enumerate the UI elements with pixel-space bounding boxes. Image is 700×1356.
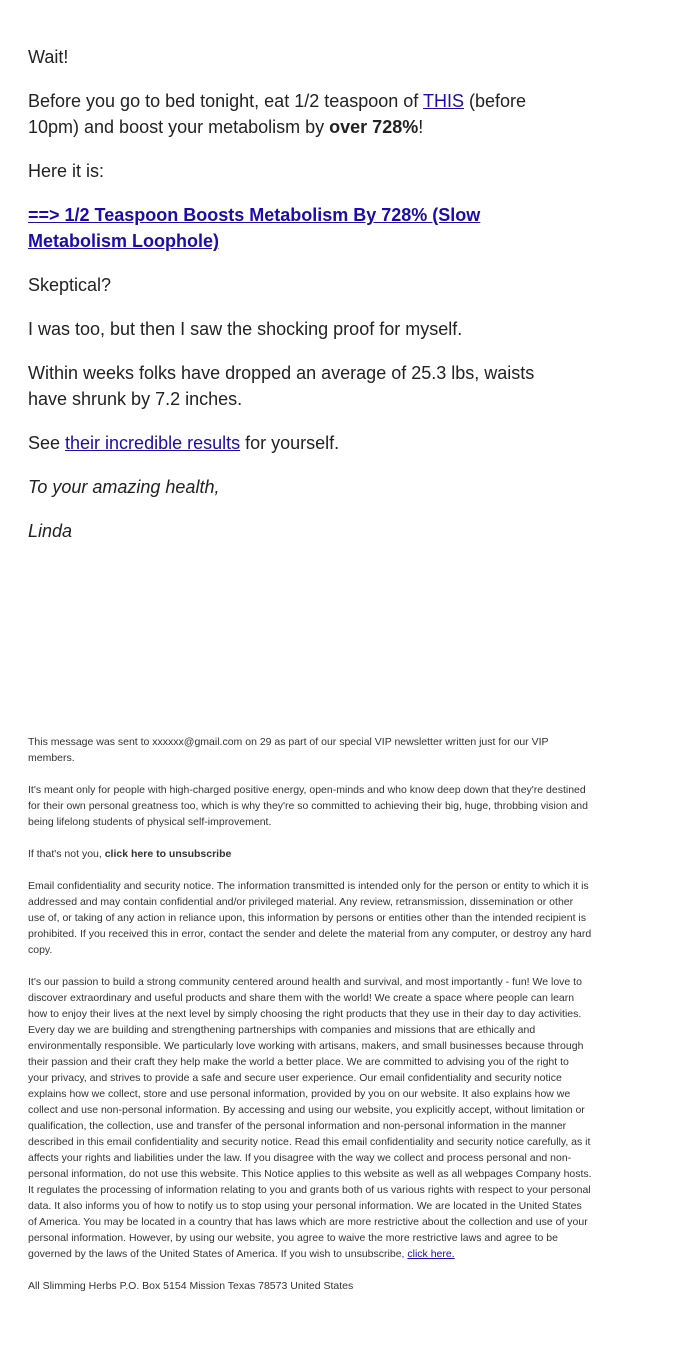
results-text: Within weeks folks have dropped an average of 25.3 lbs, waists have shrunk by 7.2 inches. — [28, 363, 535, 409]
signature: Linda — [28, 521, 73, 541]
headline-paragraph — [28, 202, 548, 254]
unsubscribe-click-here-link[interactable]: click here. — [407, 1248, 455, 1260]
meant-for-text: It's meant only for people with high-charged positive energy, open-minds and who know deep down that they're destined for their own personal greatness too, which is why they're so committed to achieving their big, huge, throbbing vision and being lifelong students of physical self-improvement. — [28, 784, 588, 828]
unsubscribe-text: If that's not you, — [28, 848, 105, 860]
headline-link[interactable]: ==> 1/2 Teaspoon Boosts Metabolism By 728% (Slow Metabolism Loophole) — [28, 205, 481, 251]
intro-text-middle: (before 10pm) and boost your metabolism by — [28, 91, 527, 137]
greeting: Wait! — [28, 47, 69, 67]
intro-text-after: ! — [418, 117, 424, 137]
see-text-after: for yourself. — [240, 433, 340, 453]
address: All Slimming Herbs P.O. Box 5154 Mission Texas 78573 United States — [28, 1280, 354, 1292]
proof-text: I was too, but then I saw the shocking proof for myself. — [28, 319, 463, 339]
email-footer — [28, 734, 592, 1310]
here-it-is: Here it is: — [28, 161, 105, 181]
sent-notice: This message was sent to xxxxxx@gmail.com on 29 as part of our special VIP newsletter written just for our VIP members. — [28, 736, 549, 764]
see-text-before: See — [28, 433, 66, 453]
passion-text: It's our passion to build a strong community centered around health and survival, and most importantly - fun! We love to discover extraordinary and useful products and share them with the world! We create a space where people can learn how to enjoy their lives at the next level by simply choosing the right products that they use in their day to day activities. Every day we are building and strengthening partnerships with companies and missions that are ethically and environmentally responsible. We particularly love working with artisans, makers, and small businesses because through their passion and their craft they help make the world a better place. We are committed to advising you of the right to your privacy, and strives to provide a safe and secure user experience. Our email confidentiality and security notice explains how we collect, store and use personal information, provided by you on our website. It also explains how we collect and use non-personal information. By accessing and using our website, you explicitly accept, without limitation or qualification, the collection, use and transfer of the personal information and non-personal information in the manner described in this email confidentiality and security notice. Read this email confidentiality and security notice carefully, as it affects your rights and liabilities under the law. If you disagree with the way we collect and process personal and non-personal information, do not use this website. This Notice applies to this website as well as all webpages Company hosts. It regulates the processing of information relating to you and grants both of us various rights with respect to your personal data. It also informs you of how to notify us to stop using your personal information. We are located in the United States of America. You may be located in a country that has laws which are more restrictive about the collection and use of your personal information. However, by using our website, you agree to waive the more restrictive laws and agree to be governed by the laws of the United States of America. If you wish to unsubscribe, — [28, 976, 592, 1260]
signoff: To your amazing health, — [28, 477, 220, 497]
this-link[interactable]: THIS — [422, 91, 464, 111]
results-link[interactable]: their incredible results — [65, 433, 241, 453]
passion-paragraph — [28, 974, 592, 1262]
unsubscribe-paragraph — [28, 846, 592, 862]
intro-paragraph — [28, 88, 548, 140]
email-body — [28, 44, 548, 562]
skeptical-text: Skeptical? — [28, 275, 112, 295]
intro-bold-text: over 728% — [329, 117, 419, 137]
intro-text-before: Before you go to bed tonight, eat 1/2 teaspoon of — [28, 91, 423, 111]
confidentiality-notice: Email confidentiality and security notice. The information transmitted is intended only for the person or entity to which it is addressed and may contain confidential and/or privileged material. Any review, retransmission, dissemination or other use of, or taking of any action in reliance upon, this information by persons or entities other than the intended recipient is prohibited. If you received this in error, contact the sender and delete the material from any computer, or destroy any hard copy. — [28, 880, 592, 956]
unsubscribe-link[interactable]: click here to unsubscribe — [104, 848, 232, 860]
see-results-paragraph — [28, 430, 548, 456]
